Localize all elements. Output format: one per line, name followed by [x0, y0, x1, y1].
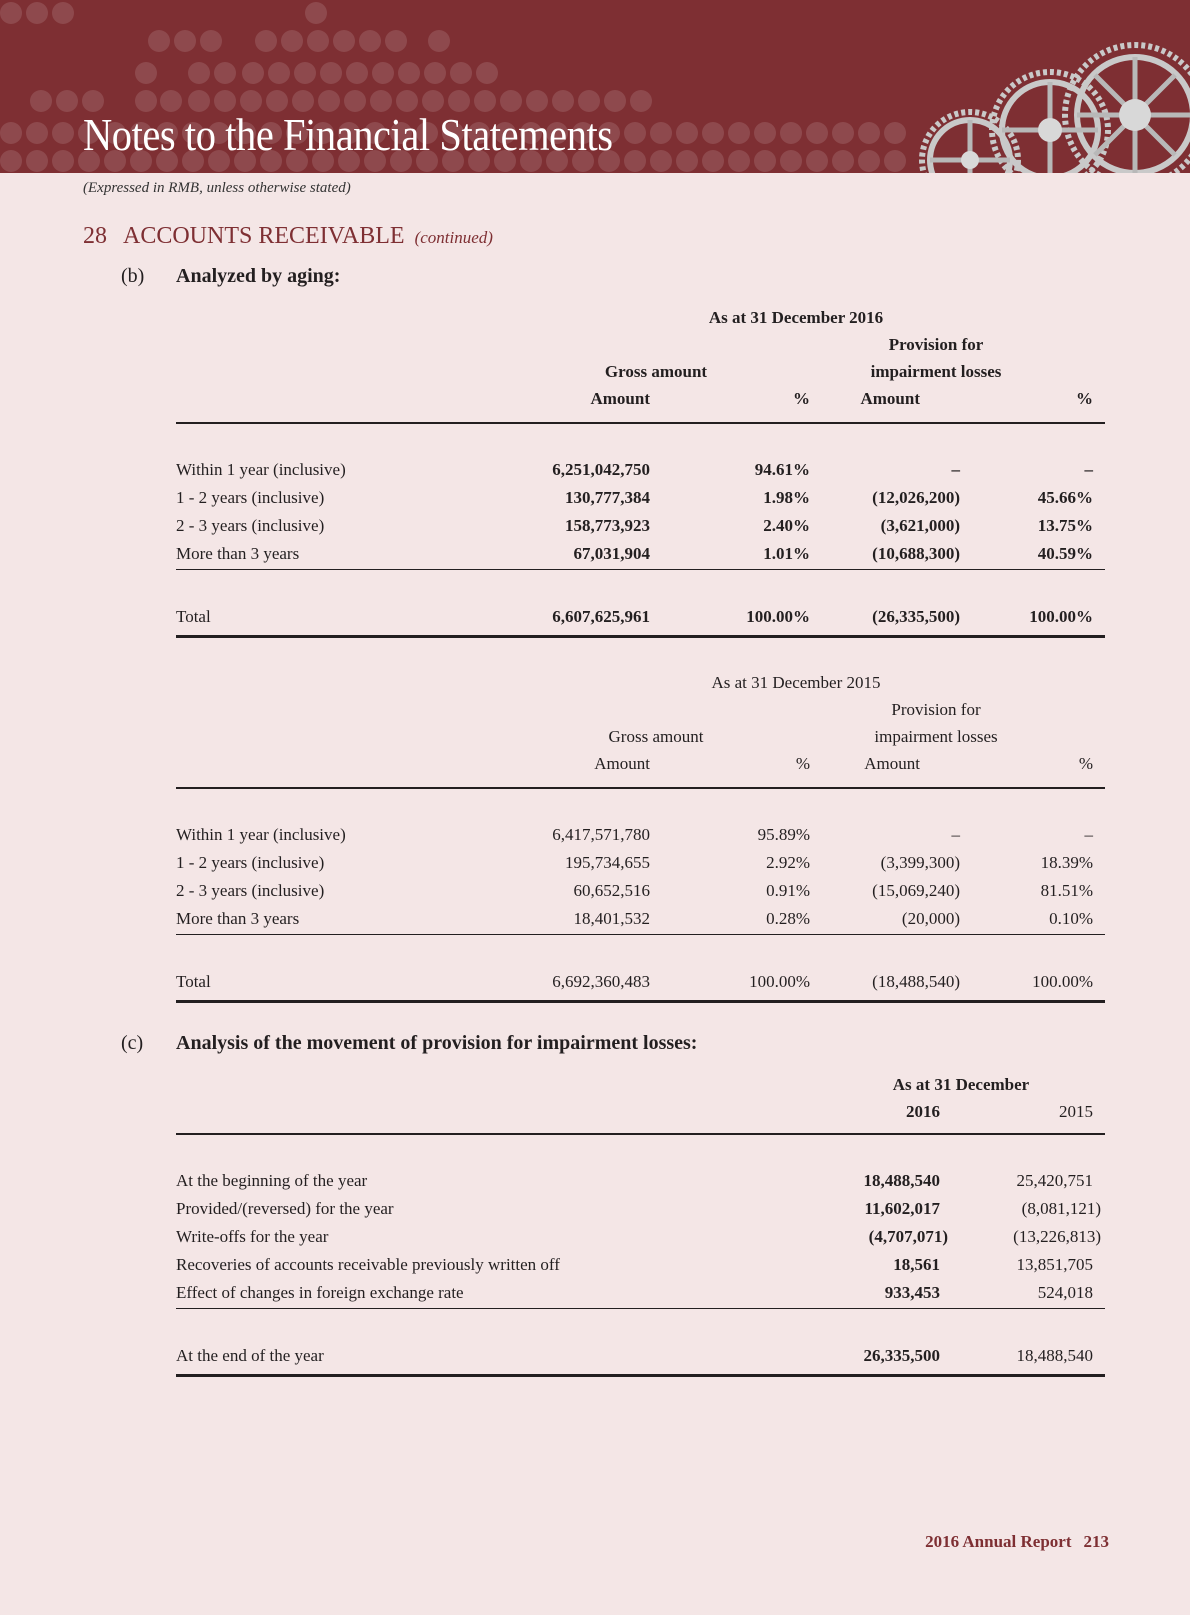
table-row [176, 488, 1105, 512]
provision-amount: (3,621,000) [880, 516, 960, 535]
banner-dot [148, 30, 170, 52]
value-2016: 18,561 [893, 1255, 940, 1274]
banner-dot [676, 122, 698, 144]
provision-pct: 81.51% [1040, 881, 1093, 900]
banner-dot [858, 150, 880, 172]
provision-amount: – [951, 460, 960, 479]
banner-dot [372, 62, 394, 84]
banner-dot [476, 62, 498, 84]
table-row [176, 516, 1105, 540]
provision-amount: (10,688,300) [872, 544, 960, 563]
provision-header-line2: impairment losses [870, 362, 1002, 381]
row-label: More than 3 years [176, 544, 300, 563]
value-2016: 18,488,540 [863, 1171, 940, 1190]
page-footer [925, 1532, 1109, 1552]
banner-dot [650, 150, 672, 172]
currency-note: (Expressed in RMB, unless otherwise stated) [83, 180, 351, 196]
banner-dot [320, 62, 342, 84]
provision-amount: (20,000) [901, 909, 960, 928]
banner-dot [214, 62, 236, 84]
gross-amount: 60,652,516 [573, 881, 650, 900]
banner-dot [56, 90, 78, 112]
banner-dot [624, 150, 646, 172]
gross-pct: 95.89% [757, 825, 810, 844]
provision-amount: – [951, 825, 960, 844]
total-row [176, 1346, 1105, 1370]
banner-dot [728, 150, 750, 172]
page-title: Notes to the Financial Statements [83, 109, 613, 160]
row-label: At the end of the year [176, 1346, 324, 1365]
banner-dot [174, 30, 196, 52]
col-amount: Amount [590, 389, 650, 408]
gross-amount: 158,773,923 [565, 516, 650, 535]
col-amount: Amount [594, 754, 650, 773]
banner-dot [450, 62, 472, 84]
banner-dot [428, 30, 450, 52]
subtotal-rule [176, 934, 1105, 935]
table-row [176, 881, 1105, 905]
value-2016: (4,707,071) [868, 1227, 948, 1246]
banner-dot [832, 122, 854, 144]
row-label: Within 1 year (inclusive) [176, 825, 346, 844]
row-label: 2 - 3 years (inclusive) [176, 881, 325, 900]
banner-dot [305, 2, 327, 24]
banner-dot [624, 122, 646, 144]
row-label: Within 1 year (inclusive) [176, 460, 346, 479]
table-row [176, 1227, 1105, 1251]
gross-amount: 130,777,384 [565, 488, 650, 507]
banner-dot [858, 122, 880, 144]
value-2015: 18,488,540 [1016, 1346, 1093, 1365]
col-pct: % [795, 754, 810, 773]
subtotal-rule [176, 569, 1105, 570]
gross-pct: 2.40% [763, 516, 810, 535]
row-label: More than 3 years [176, 909, 300, 928]
col-amount2: Amount [864, 754, 920, 773]
provision-amount: (26,335,500) [872, 607, 960, 626]
row-label: 2 - 3 years (inclusive) [176, 516, 325, 535]
table-row [176, 1283, 1105, 1307]
banner-dot [754, 122, 776, 144]
provision-amount: (12,026,200) [872, 488, 960, 507]
row-label: Write-offs for the year [176, 1227, 329, 1246]
row-label: Provided/(reversed) for the year [176, 1199, 394, 1218]
banner-dot [884, 122, 906, 144]
period-header: As at 31 December 2016 [708, 308, 884, 327]
subsection-letter: (b) [121, 265, 145, 287]
banner-dot [135, 62, 157, 84]
col-pct2: % [1076, 389, 1093, 408]
subsection-title: Analysis of the movement of provision for impairment losses: [176, 1032, 698, 1054]
banner-dot [307, 30, 329, 52]
col-2015: 2015 [1059, 1102, 1093, 1121]
gross-amount: 6,417,571,780 [552, 825, 650, 844]
subsection-b-heading [121, 265, 340, 288]
provision-header-line2: impairment losses [874, 727, 998, 746]
table-row [176, 1171, 1105, 1195]
gears-illustration-icon [910, 40, 1190, 173]
banner-dot [424, 62, 446, 84]
subsection-title: Analyzed by aging: [176, 265, 341, 287]
banner-dot [294, 62, 316, 84]
row-label: Effect of changes in foreign exchange rate [176, 1283, 464, 1302]
banner-dot [255, 30, 277, 52]
gross-pct: 0.28% [766, 909, 810, 928]
banner-dot [0, 150, 22, 172]
total-rule [176, 1374, 1105, 1377]
banner-dot [884, 150, 906, 172]
banner-dot [806, 150, 828, 172]
value-2015: 524,018 [1037, 1283, 1093, 1302]
banner-dot [780, 122, 802, 144]
gross-amount: 6,692,360,483 [552, 972, 650, 991]
gross-amount: 6,607,625,961 [552, 607, 650, 626]
subsection-letter: (c) [121, 1032, 144, 1054]
table-row [176, 825, 1105, 849]
gross-pct: 2.92% [766, 853, 810, 872]
table-row [176, 909, 1105, 933]
row-label: Total [176, 972, 211, 991]
row-label: 1 - 2 years (inclusive) [176, 488, 325, 507]
header-banner [0, 0, 1190, 173]
banner-dot [333, 30, 355, 52]
banner-dot [385, 30, 407, 52]
provision-amount: (15,069,240) [872, 881, 960, 900]
period-header: As at 31 December 2015 [711, 673, 881, 692]
provision-pct: 18.39% [1040, 853, 1093, 872]
value-2015: 25,420,751 [1016, 1171, 1093, 1190]
gross-pct: 100.00% [749, 972, 810, 991]
banner-dot [26, 2, 48, 24]
provision-pct: 40.59% [1037, 544, 1093, 563]
value-2016: 933,453 [884, 1283, 940, 1302]
provision-header-line1: Provision for [888, 335, 984, 354]
gross-pct: 1.98% [763, 488, 810, 507]
row-label: Total [176, 607, 211, 626]
banner-dot [52, 150, 74, 172]
total-row [176, 607, 1105, 631]
gross-amount: 6,251,042,750 [552, 460, 650, 479]
banner-dot [346, 62, 368, 84]
banner-dot [650, 122, 672, 144]
subsection-c-heading [121, 1032, 697, 1055]
total-row [176, 972, 1105, 996]
banner-dot [832, 150, 854, 172]
banner-dot [0, 122, 22, 144]
table-row [176, 1255, 1105, 1279]
gross-amount: 18,401,532 [573, 909, 650, 928]
section-number: 28 [83, 223, 107, 249]
provision-header-line1: Provision for [891, 700, 981, 719]
continued-label: (continued) [414, 228, 493, 247]
table-row [176, 853, 1105, 877]
header-rule [176, 422, 1105, 424]
value-2016: 26,335,500 [863, 1346, 940, 1365]
value-2015: (13,226,813) [1013, 1227, 1101, 1246]
provision-pct: 100.00% [1032, 972, 1093, 991]
provision-amount: (18,488,540) [872, 972, 960, 991]
banner-dot [780, 150, 802, 172]
gross-amount-header: Gross amount [604, 362, 708, 381]
banner-dot [52, 2, 74, 24]
banner-dot [188, 62, 210, 84]
banner-dot [30, 90, 52, 112]
value-2016: 11,602,017 [864, 1199, 940, 1218]
banner-dot [676, 150, 698, 172]
section-heading [83, 223, 493, 250]
provision-pct: – [1084, 825, 1093, 844]
gross-amount: 195,734,655 [565, 853, 650, 872]
banner-dot [702, 122, 724, 144]
total-rule [176, 635, 1105, 638]
value-2015: (8,081,121) [1021, 1199, 1101, 1218]
gross-pct: 100.00% [746, 607, 810, 626]
banner-dot [630, 90, 652, 112]
banner-dot [702, 150, 724, 172]
report-name: 2016 Annual Report [925, 1532, 1072, 1551]
gross-amount: 67,031,904 [573, 544, 650, 563]
banner-dot [26, 122, 48, 144]
header-rule [176, 787, 1105, 789]
banner-dot [52, 122, 74, 144]
banner-dot [0, 2, 22, 24]
banner-dot [26, 150, 48, 172]
provision-pct: 0.10% [1049, 909, 1093, 928]
period-header: As at 31 December [892, 1075, 1030, 1094]
col-2016: 2016 [906, 1102, 940, 1121]
banner-dot [359, 30, 381, 52]
banner-dot [806, 122, 828, 144]
provision-pct: 45.66% [1037, 488, 1093, 507]
provision-pct: 100.00% [1029, 607, 1093, 626]
gross-pct: 1.01% [763, 544, 810, 563]
row-label: 1 - 2 years (inclusive) [176, 853, 325, 872]
total-rule [176, 1000, 1105, 1003]
header-rule [176, 1133, 1105, 1135]
col-pct2: % [1078, 754, 1093, 773]
banner-dot [728, 122, 750, 144]
banner-dot [268, 62, 290, 84]
gross-pct: 0.91% [766, 881, 810, 900]
table-row [176, 544, 1105, 568]
gross-pct: 94.61% [754, 460, 810, 479]
banner-dot [281, 30, 303, 52]
provision-amount: (3,399,300) [880, 853, 960, 872]
value-2015: 13,851,705 [1016, 1255, 1093, 1274]
table-row [176, 460, 1105, 484]
col-amount2: Amount [860, 389, 920, 408]
subtotal-rule [176, 1308, 1105, 1309]
banner-dot [754, 150, 776, 172]
banner-dot [398, 62, 420, 84]
row-label: At the beginning of the year [176, 1171, 368, 1190]
gross-amount-header: Gross amount [608, 727, 704, 746]
provision-pct: – [1084, 460, 1093, 479]
section-title: ACCOUNTS RECEIVABLE [123, 223, 405, 249]
banner-dot [200, 30, 222, 52]
provision-pct: 13.75% [1037, 516, 1093, 535]
banner-dot [242, 62, 264, 84]
col-pct: % [793, 389, 810, 408]
page-number: 213 [1083, 1532, 1109, 1551]
row-label: Recoveries of accounts receivable previously written off [176, 1255, 560, 1274]
table-row [176, 1199, 1105, 1223]
